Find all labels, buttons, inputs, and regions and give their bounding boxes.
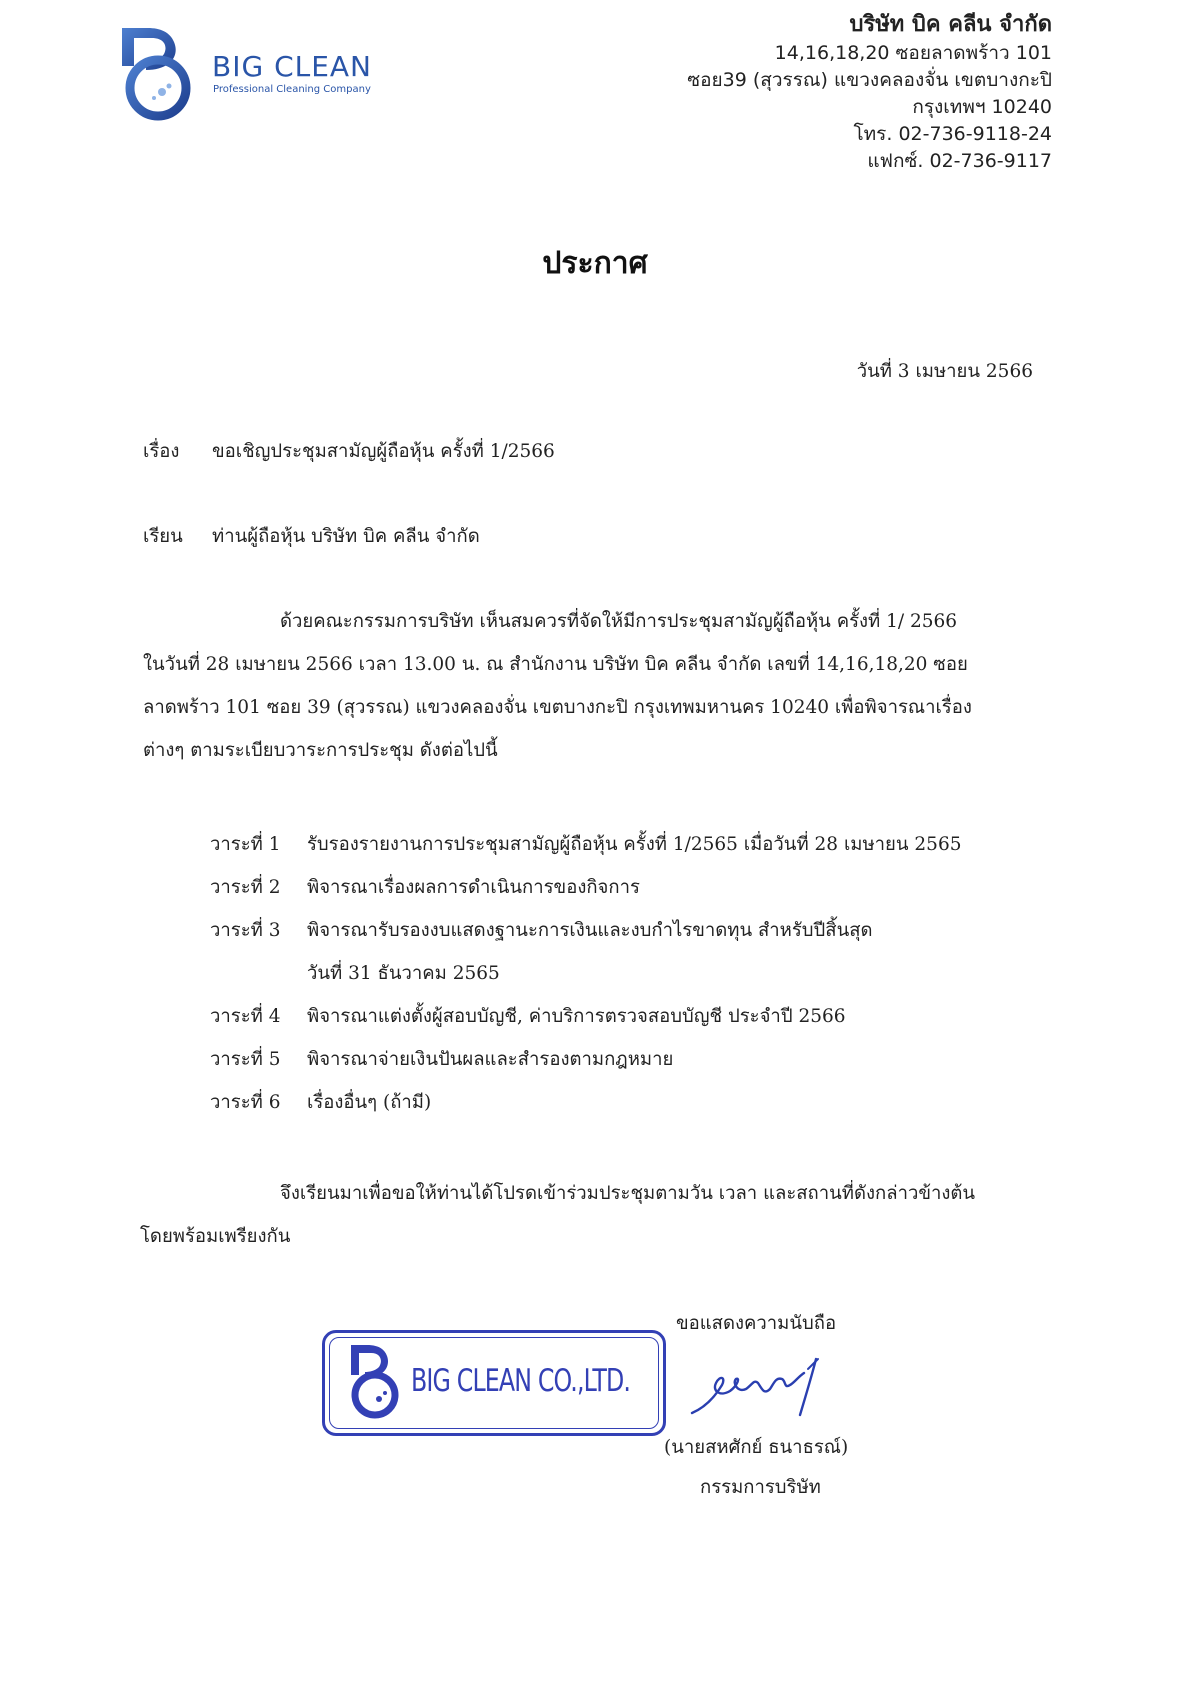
recipient-text: ท่านผู้ถือหุ้น บริษัท บิค คลีน จำกัด	[212, 526, 480, 547]
phone-number: โทร. 02-736-9118-24	[853, 123, 1052, 145]
body-line: ด้วยคณะกรรมการบริษัท เห็นสมควรที่จัดให้มีการประชุมสามัญผู้ถือหุ้น ครั้งที่ 1/ 2566	[280, 611, 958, 632]
agenda-item-label: วาระที่ 6	[210, 1092, 281, 1113]
address-line: กรุงเทพฯ 10240	[912, 96, 1052, 118]
closing-line: จึงเรียนมาเพื่อขอให้ท่านได้โปรดเข้าร่วมประชุมตามวัน เวลา และสถานที่ดังกล่าวข้างต้น	[280, 1183, 976, 1204]
recipient-label: เรียน	[143, 526, 183, 547]
stamp-text: BIG CLEAN CO.,LTD.	[411, 1363, 631, 1399]
body-line: ลาดพร้าว 101 ซอย 39 (สุวรรณ) แขวงคลองจั่น เขตบางกะปิ กรุงเทพมหานคร 10240 เพื่อพิจารณาเรื่อง	[143, 697, 972, 718]
brand-name: BIG CLEAN	[212, 50, 373, 83]
body-line: ในวันที่ 28 เมษายน 2566 เวลา 13.00 น. ณ สำนักงาน บริษัท บิค คลีน จำกัด เลขที่ 14,16,18,20 ซอย	[143, 654, 968, 675]
agenda-item-text: พิจารณารับรองงบแสดงฐานะการเงินและงบกำไรขาดทุน สำหรับปีสิ้นสุด	[307, 920, 873, 941]
address-line: ซอย39 (สุวรรณ) แขวงคลองจั่น เขตบางกะปิ	[687, 69, 1052, 91]
agenda-item-label: วาระที่ 5	[210, 1049, 281, 1070]
company-name: บริษัท บิค คลีน จำกัด	[849, 12, 1052, 37]
company-stamp	[322, 1330, 666, 1436]
signer-title: กรรมการบริษัท	[700, 1477, 821, 1498]
agenda-item-text: พิจารณาจ่ายเงินปันผลและสำรองตามกฎหมาย	[307, 1049, 674, 1070]
document-title: ประกาศ	[542, 246, 648, 281]
regards-text: ขอแสดงความนับถือ	[676, 1313, 837, 1334]
company-logo	[108, 22, 208, 126]
agenda-item-label: วาระที่ 2	[210, 877, 281, 898]
agenda-item-text: พิจารณาเรื่องผลการดำเนินการของกิจการ	[307, 877, 640, 898]
agenda-item-text: พิจารณาแต่งตั้งผู้สอบบัญชี, ค่าบริการตรวจสอบบัญชี ประจำปี 2566	[307, 1006, 846, 1027]
agenda-item-label: วาระที่ 1	[210, 834, 281, 855]
signer-name: (นายสหศักย์ ธนาธรณ์)	[664, 1437, 849, 1458]
stamp-logo-icon	[339, 1341, 409, 1425]
agenda-item-label: วาระที่ 4	[210, 1006, 281, 1027]
subject-label: เรื่อง	[143, 441, 180, 462]
agenda-item-text: รับรองรายงานการประชุมสามัญผู้ถือหุ้น ครั้งที่ 1/2565 เมื่อวันที่ 28 เมษายน 2565	[307, 834, 962, 855]
brand-tagline: Professional Cleaning Company	[213, 84, 371, 95]
subject-text: ขอเชิญประชุมสามัญผู้ถือหุ้น ครั้งที่ 1/2566	[212, 441, 555, 462]
handwritten-signature	[686, 1355, 836, 1429]
agenda-item-text: วันที่ 31 ธันวาคม 2565	[307, 963, 500, 984]
address-line: 14,16,18,20 ซอยลาดพร้าว 101	[774, 42, 1052, 64]
fax-number: แฟกซ์. 02-736-9117	[867, 150, 1052, 172]
body-line: ต่างๆ ตามระเบียบวาระการประชุม ดังต่อไปนี้	[143, 740, 498, 761]
company-info	[687, 10, 1052, 175]
closing-line: โดยพร้อมเพรียงกัน	[140, 1226, 291, 1247]
agenda-item-label: วาระที่ 3	[210, 920, 281, 941]
document-date: วันที่ 3 เมษายน 2566	[856, 361, 1033, 382]
agenda-item-text: เรื่องอื่นๆ (ถ้ามี)	[307, 1092, 432, 1113]
